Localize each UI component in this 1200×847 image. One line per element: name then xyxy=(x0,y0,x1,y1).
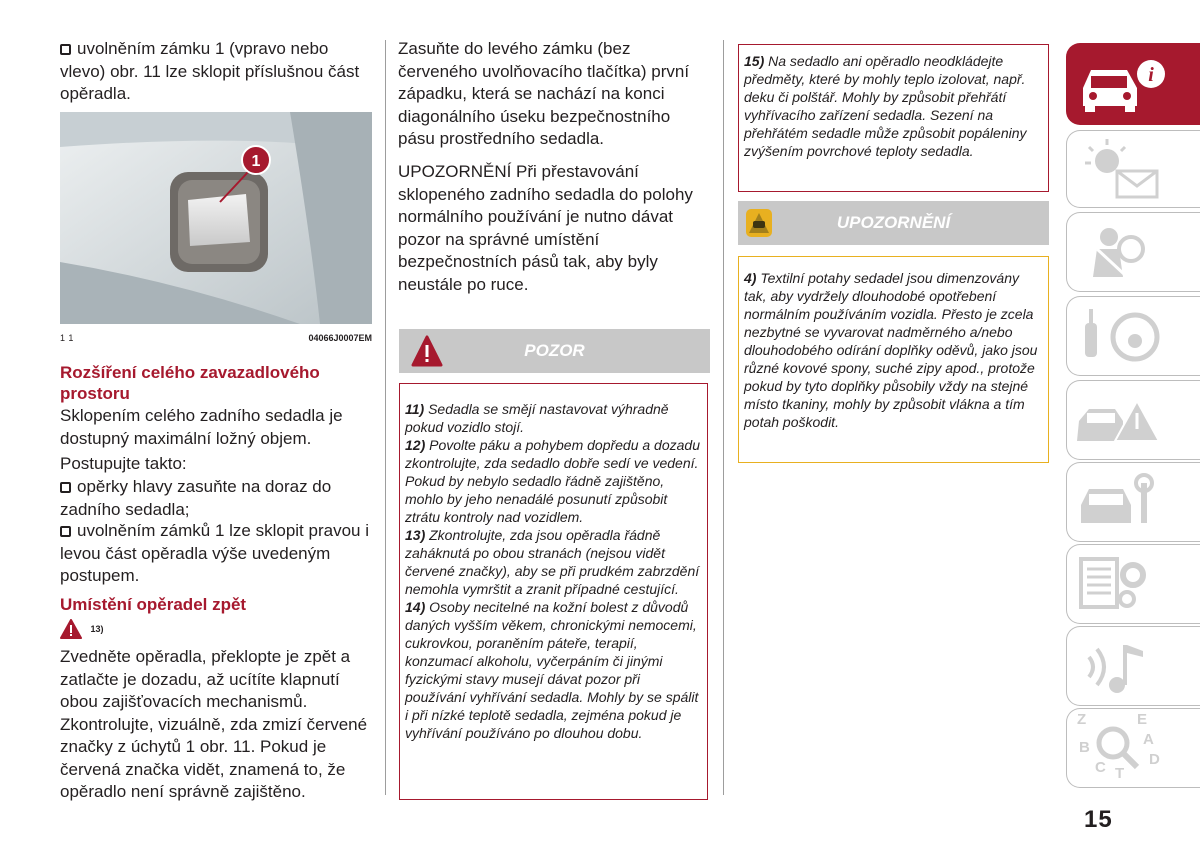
upozorneni-box xyxy=(738,256,1049,463)
page-number: 15 xyxy=(1084,806,1113,833)
pozor-label: POZOR xyxy=(524,341,585,360)
media-icon xyxy=(1067,627,1177,705)
tab-starting-driving[interactable] xyxy=(1066,296,1200,376)
paragraph-fold-seat: Sklopením celého zadního sedadla je dostupný maximální ložný objem. xyxy=(60,406,343,448)
note-13: 13) Zkontrolujte, zda jsou opěradla řádně zaháknutá po obou stranách (nejsou vidět červené značky), aby se při prudkém zabrzdění nemohla vymrštit a zranit případné cestující. xyxy=(405,527,700,597)
car-wrench-icon xyxy=(1067,463,1177,541)
pozor-header xyxy=(399,329,710,373)
bullet-box-icon xyxy=(60,44,71,55)
warning-triangle-icon xyxy=(60,619,82,639)
tab-safety[interactable] xyxy=(1066,212,1200,292)
note-12: 12) Povolte páku a pohybem dopředu a dozadu zkontrolujte, zda sedadlo dobře sedí ve vedení. Pokud by nebylo sedadlo řádně zajištěno, mohlo by jeho nenadálé posunutí způsobit ztrátu kontroly nad vozidlem. xyxy=(405,437,700,525)
paragraph-restore: Zvedněte opěradla, překlopte je zpět a zatlačte je dozadu, až ucítíte klapnutí obou zajišťovacích mechanismů. Zkontrolujte, vizuálně, zda zmizí červené značky z úchytů 1 obr. 11. Pokud je červená značka vidět, znamená to, že opěradlo není správně zajištěno. xyxy=(60,647,368,801)
car-info-icon xyxy=(1067,44,1177,124)
pozor-notes xyxy=(405,400,703,742)
index-letters-icon: Z E B A C T D xyxy=(1067,709,1177,787)
airbag-icon xyxy=(1067,213,1177,291)
pozor-box xyxy=(399,383,708,800)
list-gear-icon xyxy=(1067,545,1177,623)
tab-car-info[interactable] xyxy=(1066,43,1200,125)
note-11: 11) Sedadla se smějí nastavovat výhradně pokud vozidlo stojí. xyxy=(405,401,669,435)
heading-expand-cargo: Rozšíření celého zavazadlového prostoru xyxy=(60,363,320,403)
note-15-box xyxy=(738,44,1049,192)
note-4: 4) Textilní potahy sedadel jsou dimenzovány tak, aby vydržely dlouhodobé opotřebení normálním používáním vozidla. Přesto je zcela nezbytné se vyvarovat nadměrného a/nebo dlouhodobého odírání doplňky oděvů, jako jsou různé kovové spony, suché zipy apod., protože pokud by tyto doplňky působily vždy na stejné místo tkaniny, mohly by způsobit vlákna a tím potah poškodit. xyxy=(744,270,1038,430)
bullet-box-icon xyxy=(60,482,71,493)
seat-latch-photo xyxy=(60,112,372,324)
steering-key-icon xyxy=(1067,297,1177,375)
tab-emergency[interactable] xyxy=(1066,380,1200,460)
heading-restore-backrests: Umístění opěradel zpět xyxy=(60,595,247,614)
tab-technical-data[interactable] xyxy=(1066,544,1200,624)
note-14: 14) Osoby necitelné na kožní bolest z důvodů daných vyšším věkem, chronickými nemocemi, cukrovkou, poraněním páteře, terapií, konzumací alkoholu, vyčerpáním či jinými fyzickými stavy musejí dávat pozor při používání vyhřívání sedadla. Mohly by se spálit i při nízké teplotě sedadla, zejména pokud je vyhřívání používáno po dlouhou dobu. xyxy=(405,599,699,741)
magnifier-icon xyxy=(1067,709,1177,787)
tab-index[interactable] xyxy=(1066,708,1200,788)
paragraph-procedure: Postupujte takto: xyxy=(60,454,187,473)
tab-maintenance[interactable] xyxy=(1066,462,1200,542)
tab-lights-messages[interactable] xyxy=(1066,130,1200,208)
note-15: 15) Na sedadlo ani opěradlo neodkládejte předměty, které by mohly teplo izolovat, např. deku či polštář. Mohly by způsobit přehřátí vyhřívacího zařízení sedadla. Sezení na přehřátém sedadle může způsobit popáleniny zvýšením povrchové teploty sedadla. xyxy=(744,53,1027,159)
bullet-box-icon xyxy=(60,526,71,537)
light-envelope-icon xyxy=(1067,131,1177,207)
list-item-release: uvolněním zámků 1 lze sklopit pravou i levou část opěradla výše uvedeným postupem. xyxy=(60,521,369,585)
figure-callout: 1 xyxy=(251,153,261,170)
paragraph-insert-buckle: Zasuňte do levého zámku (bez červeného uvolňovacího tlačítka) první západku, která se nachází na konci diagonálního úseku bezpečnostního pásu prostředního sedadla. xyxy=(398,39,690,148)
upozorneni-label: UPOZORNĚNÍ xyxy=(836,213,951,232)
upozorneni-header xyxy=(738,201,1049,245)
figure-11 xyxy=(60,112,372,324)
figure-number: 11 xyxy=(60,333,78,343)
column-divider xyxy=(723,40,724,795)
tab-multimedia[interactable] xyxy=(1066,626,1200,706)
warning-reference: 13) xyxy=(60,619,103,639)
paragraph-upozorneni: UPOZORNĚNÍ Při přestavování sklopeného zadního sedadla do polohy normálního používání je nutno dávat pozor na správné umístění bezpečnostních pásů tak, aby byly neustále po ruce. xyxy=(398,162,693,294)
svg-text:i: i xyxy=(1148,64,1154,86)
figure-code: 04066J0007EM xyxy=(308,333,372,343)
car-warning-icon xyxy=(1067,381,1177,459)
intro-paragraph: uvolněním zámku 1 (vpravo nebo vlevo) obr. 11 lze sklopit příslušnou část opěradla. xyxy=(60,39,360,103)
list-item-headrests: opěrky hlavy zasuňte na doraz do zadního sedadla; xyxy=(60,477,332,519)
figure-caption xyxy=(60,333,372,343)
column-divider xyxy=(385,40,386,795)
